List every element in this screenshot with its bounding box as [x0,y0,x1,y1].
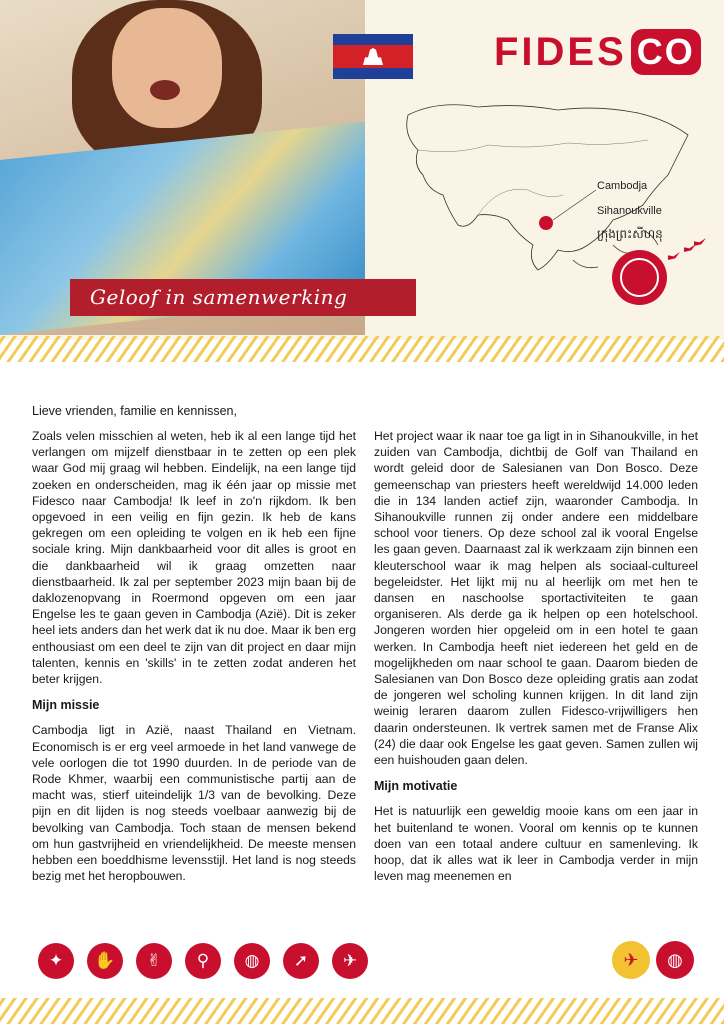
letter-greeting: Lieve vrienden, familie en kennissen, [32,404,237,418]
location-city: Sihanoukville [597,205,662,217]
location-city-khmer: ក្រុងព្រះសីហនុ [597,227,663,241]
compass-icon: ✦ [38,943,74,979]
cambodia-flag [333,34,413,79]
bottom-stripe-divider [0,998,724,1024]
world-globe-icon: ◍ [656,941,694,979]
cambodia-marker [539,216,553,230]
motivation-paragraph: Het is natuurlijk een geweldig mooie kans om een jaar in het buitenland te wonen. Vooral om kennis op te kunnen doen van een totaal andere cultuur en samenleving. Ik hoop, dat ik alles wat ik leer in Cambodja verder in mijn leven mag meenemen en [374,804,698,884]
logo-text-badge: CO [631,29,701,75]
people-icon: ✌ [136,943,172,979]
photo-mouth [150,80,180,100]
globe-icon: ◍ [234,943,270,979]
motivation-heading: Mijn motivatie [374,779,458,794]
top-stripe-divider [0,336,724,362]
location-pin-icon: ⚲ [185,943,221,979]
project-paragraph: Het project waar ik naar toe ga ligt in in Sihanoukville, in het zuiden van Cambodja, dichtbij de Golf van Thailand en wordt geleid door de Salesianen van Don Bosco. Deze gemeenschap van priesters heeft wereldwijd 14.000 leden die in 134 landen actief zijn, waaronder Cambodja. In Sihanoukville runnen zij onder andere een middelbare school voor tieners. Op deze school zal ik vooral Engelse les gaan geven. Daarnaast zal ik werkzaam zijn binnen een kleuterschool waar ik mag helpen als sociaal-cultureel begeleidster. Het lijkt mij nu al heerlijk om met hen te dansen en naschoolse sportactiviteiten te gaan organiseren. Als derde ga ik helpen op een hotelschool. Jongeren worden hier opgeleid om in een hotel te gaan werken. In Cambodja heeft niet iedereen het geld en de mogelijkheden om naar school te gaan. Daarom bieden de Salesianen van Don Bosco deze opleiding gratis aan zodat de jongeren wel scholing kunnen krijgen. In dit land zijn weinig leraren daarom zullen Fidesco-vrijwilligers hen daarin ondersteunen. Ik vertrek samen met de Franse Alix (24) die daar ook Engelse les gaat geven. Samen zullen wij een huishouden gaan delen. [374,429,698,768]
footer-icon-row [38,943,368,979]
left-column [32,428,356,893]
footer-right-icons [612,941,694,979]
photo-face [112,8,222,128]
angkor-temple-icon [363,48,383,65]
dove-icon: ✈ [332,943,368,979]
red-globe-icon [612,250,667,305]
mission-heading: Mijn missie [32,698,100,713]
fidesco-logo [494,26,701,78]
intro-paragraph: Zoals velen misschien al weten, heb ik al een lange tijd het verlangen om mijzelf dienstbaar in te zetten op een plek waar God mij graag wil hebben. Eindelijk, na een lange tijd zoeken en onderscheiden, mag ik één jaar op missie met Fidesco naar Cambodja! Ik leef in zo'n rijkdom. Ik ben opgevoed in een veilig en fijn gezin. Ik heb de kans gekregen om een opleiding te volgen en ik heb een fijne sociale kring. Mijn dankbaarheid voor dit alles is groot en die dankbaarheid wil ik graag omzetten naar dienstbaarheid. Ik zal per september 2023 mijn baan bij de daklozenopvang in Roermond opgeven om een jaar Engelse les te gaan geven in Cambodja (Azië). Dit is zeker heel iets anders dan het werk dat ik nu doe. Maar ik ben erg enthousiast om een deel te zijn van dit project en daar mijn talenten, kennis en 'skills' in te zetten zodat anderen het beter krijgen. [32,429,356,687]
logo-text-main: FIDES [494,29,627,74]
right-column [374,428,698,893]
location-country: Cambodja [597,180,648,192]
slogan-banner: Geloof in samenwerking [70,279,416,316]
signpost-icon: ➚ [283,943,319,979]
mission-paragraph: Cambodja ligt in Azië, naast Thailand en Vietnam. Economisch is er erg veel armoede in het land vanwege de vele oorlogen die tot 1990 duurden. In de periode van de Rode Khmer, waarbij een communistische partij aan de macht was, stierf uiteindelijk 1/3 van de bevolking. Deze pijn en dit lijden is nog steeds voelbaar aanwezig bij de bevolking van Cambodja. Toch staan de mensen bekend om hun gastvrijheid en vriendelijkheid. De meeste mensen hebben een boeddhisme levensstijl. Het land is nog steeds bezig met het heropbouwen. [32,723,356,884]
airplane-icon: ✈ [612,941,650,979]
header [0,0,724,340]
handshake-icon: ✋ [87,943,123,979]
